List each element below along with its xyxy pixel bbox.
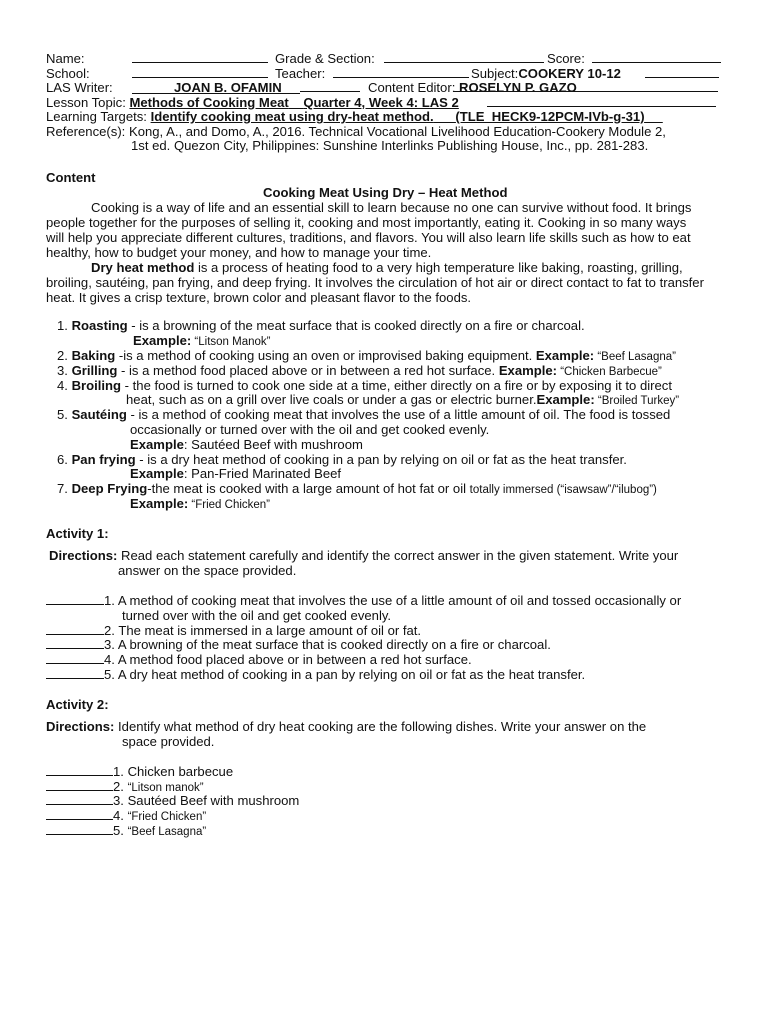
quarter-value: Quarter 4, Week 4: LAS 2 [303, 95, 459, 110]
answer-blank[interactable] [46, 793, 113, 805]
answer-blank[interactable] [46, 667, 104, 679]
method-term: Grilling [71, 363, 118, 378]
method-6-example: Example: Pan-Fried Marinated Beef [130, 466, 342, 481]
answer-blank[interactable] [46, 779, 113, 791]
para1-line2: people together for the purposes of selling it, cooking and most importantly, eating it. Cooking in so many ways [46, 215, 687, 230]
teacher-row [275, 66, 325, 81]
para2-line3: heat. It gives a crisp texture, brown color and pleasant flavor to the foods. [46, 290, 472, 305]
answer-blank[interactable] [46, 637, 104, 649]
school-label: School: [46, 66, 90, 81]
method-term: Sautéing [71, 407, 127, 422]
method-3: 3. Grilling - is a method food placed above or in between a red hot surface. Example: “Chicken Barbecue” [57, 363, 662, 378]
activity2-directions: Directions: Identify what method of dry heat cooking are the following dishes. Write your answer on the [46, 719, 647, 734]
method-6: 6. Pan frying - is a dry heat method of cooking in a pan by relying on oil or fat as the heat transfer. [57, 452, 627, 467]
targets-value: Identify cooking meat using dry-heat method. [150, 109, 434, 124]
grade-row [275, 51, 375, 66]
reference-row [46, 124, 666, 139]
name-row [46, 51, 85, 66]
method-term: Broiling [71, 378, 122, 393]
editor-label: Content Editor: [368, 80, 456, 95]
score-row [547, 51, 585, 66]
answer-blank[interactable] [46, 823, 113, 835]
writer-label: LAS Writer: [46, 80, 113, 95]
activity2-item-3: 3. Sautéed Beef with mushroom [46, 793, 299, 808]
para2-line2: broiling, sautéing, pan frying, and deep frying. It involves the circulation of hot air or direct contact to fat to transfer [46, 275, 704, 290]
dry-heat-term: Dry heat method [91, 260, 195, 275]
para1-line1: Cooking is a way of life and an essential skill to learn because no one can survive without food. It brings [91, 200, 692, 215]
grade-label: Grade & Section: [275, 51, 375, 66]
activity2-item-4: 4. “Fried Chicken” [46, 808, 206, 825]
writer-line [132, 80, 300, 94]
subject-label: Subject: [471, 66, 519, 81]
reference-line1: Kong, A., and Domo, A., 2016. Technical Vocational Livelihood Education-Cookery Module 2, [128, 124, 666, 139]
method-7-example: Example: “Fried Chicken” [130, 496, 271, 511]
activity2-item-2: 2. “Litson manok” [46, 779, 204, 796]
school-blank[interactable] [132, 66, 268, 78]
targets-label: Learning Targets: [46, 109, 147, 124]
activity1-directions: Directions: Read each statement carefully and identify the correct answer in the given statement. Write your [49, 548, 679, 563]
para1-line4: healthy, how to budget your money, and how to manage your time. [46, 245, 432, 260]
topic-value: Methods of Cooking Meat [129, 95, 289, 110]
topic-underline [487, 95, 716, 107]
activity2-title: Activity 2: [46, 697, 109, 712]
method-term: Roasting [71, 318, 128, 333]
activity2-item-1: 1. Chicken barbecue [46, 764, 233, 779]
method-2: 2. Baking -is a method of cooking using an oven or improvised baking equipment. Example: “Beef Lasagna” [57, 348, 676, 363]
method-4: 4. Broiling - the food is turned to cook one side at a time, either directly on a fire or by exposing it to direct [57, 378, 672, 393]
method-7: 7. Deep Frying-the meat is cooked with a large amount of hot fat or oil totally immersed (“isawsaw”/“ilubog”) [57, 481, 657, 496]
para1-line3: will help you appreciate different cultures, traditions, and flavors. You will also learn life skills such as how to eat [46, 230, 691, 245]
activity1-item-1: 1. A method of cooking meat that involves the use of a little amount of oil and tossed occasionally or [46, 593, 681, 608]
answer-blank[interactable] [46, 808, 113, 820]
teacher-blank[interactable] [333, 66, 469, 78]
para2-line1: Dry heat method is a process of heating food to a very high temperature like baking, roasting, grilling, [91, 260, 683, 275]
writer-value: JOAN B. OFAMIN [174, 80, 282, 95]
name-blank[interactable] [132, 51, 268, 63]
targets-row [46, 109, 663, 124]
activity1-item-4: 4. A method food placed above or in between a red hot surface. [46, 652, 472, 667]
activity1-title: Activity 1: [46, 526, 109, 541]
answer-blank[interactable] [46, 652, 104, 664]
writer-blank-tail [300, 80, 360, 92]
method-5-example: Example: Sautéed Beef with mushroom [130, 437, 363, 452]
answer-blank[interactable] [46, 764, 113, 776]
score-blank[interactable] [592, 51, 721, 63]
teacher-label: Teacher: [275, 66, 326, 81]
method-term: Deep Frying [71, 481, 148, 496]
writer-row [46, 80, 113, 95]
editor-underline [454, 80, 718, 92]
activity1-item-2: 2. The meat is immersed in a large amount of oil or fat. [46, 623, 421, 638]
method-5-cont: occasionally or turned over with the oil and get cooked evenly. [130, 422, 490, 437]
school-row [46, 66, 90, 81]
activity2-directions-cont: space provided. [122, 734, 215, 749]
subject-value: COOKERY 10-12 [518, 66, 621, 81]
activity1-item-5: 5. A dry heat method of cooking in a pan by relying on oil or fat as the heat transfer. [46, 667, 585, 682]
activity1-item-1-cont: turned over with the oil and get cooked evenly. [122, 608, 392, 623]
content-heading: Content [46, 170, 96, 185]
targets-code: (TLE_HECK9-12PCM-IVb-g-31) [455, 109, 645, 124]
subject-blank [645, 66, 719, 78]
editor-value: ROSELYN P. GAZO [458, 80, 577, 95]
topic-row [46, 95, 459, 110]
content-title: Cooking Meat Using Dry – Heat Method [263, 185, 508, 200]
name-label: Name: [46, 51, 85, 66]
method-5: 5. Sautéing - is a method of cooking meat that involves the use of a little amount of oil. The food is tossed [57, 407, 671, 422]
subject-row [471, 66, 621, 81]
reference-line2: 1st ed. Quezon City, Philippines: Sunshine Interlinks Publishing House, Inc., pp. 281-283. [131, 138, 649, 153]
method-1-example: Example: “Litson Manok” [133, 333, 271, 348]
answer-blank[interactable] [46, 623, 104, 635]
activity1-item-3: 3. A browning of the meat surface that is cooked directly on a fire or charcoal. [46, 637, 551, 652]
method-1: 1. Roasting - is a browning of the meat surface that is cooked directly on a fire or charcoal. [57, 318, 585, 333]
grade-blank[interactable] [384, 51, 544, 63]
topic-label: Lesson Topic: [46, 95, 126, 110]
activity2-item-5: 5. “Beef Lasagna” [46, 823, 206, 840]
method-4-cont: heat, such as on a grill over live coals or under a gas or electric burner.Example: “Broiled Turkey” [126, 392, 680, 407]
reference-label: Reference(s): [46, 124, 126, 139]
method-term: Baking [71, 348, 116, 363]
method-term: Pan frying [71, 452, 136, 467]
score-label: Score: [547, 51, 585, 66]
activity1-directions-cont: answer on the space provided. [118, 563, 297, 578]
answer-blank[interactable] [46, 593, 104, 605]
